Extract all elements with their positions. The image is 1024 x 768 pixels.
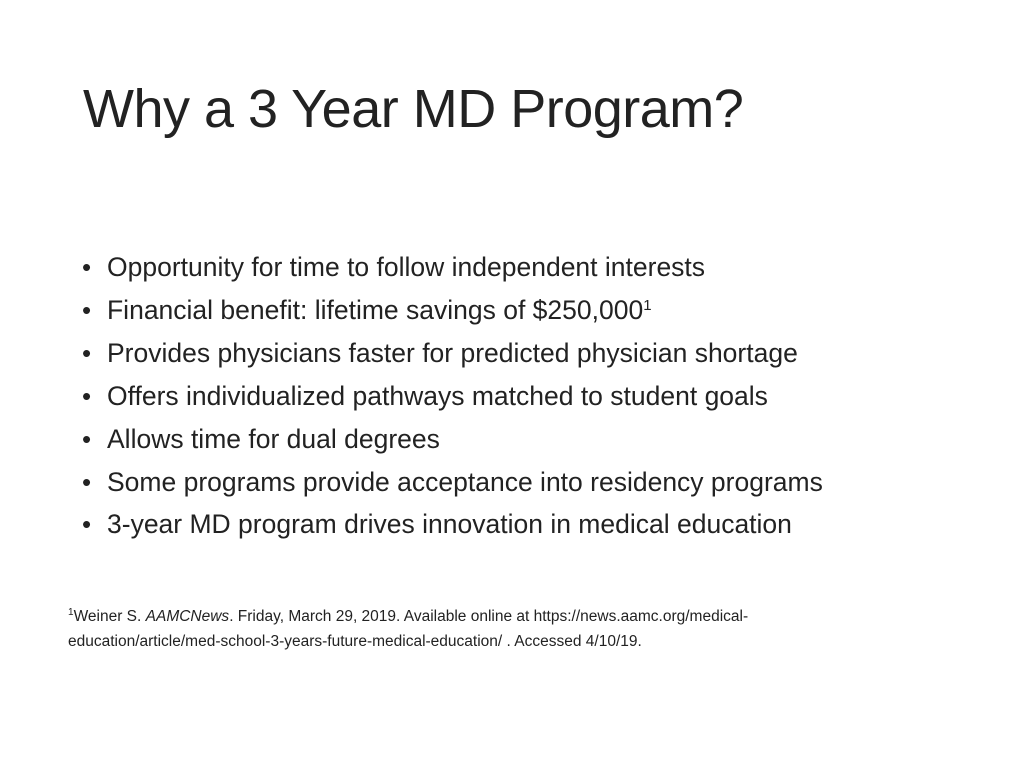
bullet-item — [82, 418, 982, 461]
bullet-text: Allows time for dual degrees — [107, 423, 440, 454]
footnote-line2: education/article/med-school-3-years-future-medical-education/ . Accessed 4/10/19. — [68, 633, 642, 650]
bullet-list — [82, 246, 982, 546]
bullet-icon: • — [82, 252, 92, 282]
bullet-text: Financial benefit: lifetime savings of $250,000 — [107, 294, 644, 325]
bullet-icon: • — [82, 423, 92, 454]
bullet-icon: • — [82, 380, 92, 411]
bullet-text: 3-year MD program drives innovation in medical education — [107, 509, 792, 540]
bullet-icon: • — [82, 294, 92, 325]
footnote-reference: 1 — [643, 296, 652, 314]
slide-title: Why a 3 Year MD Program? — [83, 79, 744, 139]
footnote-publication: AAMCNews — [145, 608, 230, 625]
bullet-text: Provides physicians faster for predicted physician shortage — [107, 337, 798, 368]
bullet-icon: • — [82, 337, 92, 368]
bullet-text: Opportunity for time to follow independent interests — [107, 252, 706, 282]
bullet-item — [82, 246, 982, 289]
footnote-marker: 1 — [68, 607, 74, 618]
footnote-author: Weiner S. — [73, 608, 146, 625]
bullet-item — [82, 375, 982, 418]
bullet-item — [82, 461, 982, 504]
bullet-text: Offers individualized pathways matched to student goals — [107, 380, 768, 411]
bullet-item — [82, 289, 982, 332]
bullet-text: Some programs provide acceptance into residency programs — [107, 466, 823, 497]
bullet-item — [82, 503, 982, 546]
footnote — [68, 604, 928, 654]
bullet-icon: • — [82, 509, 92, 540]
footnote-line1: . Friday, March 29, 2019. Available online at https://news.aamc.org/medical- — [229, 608, 749, 625]
bullet-item — [82, 332, 982, 375]
bullet-icon: • — [82, 466, 92, 497]
